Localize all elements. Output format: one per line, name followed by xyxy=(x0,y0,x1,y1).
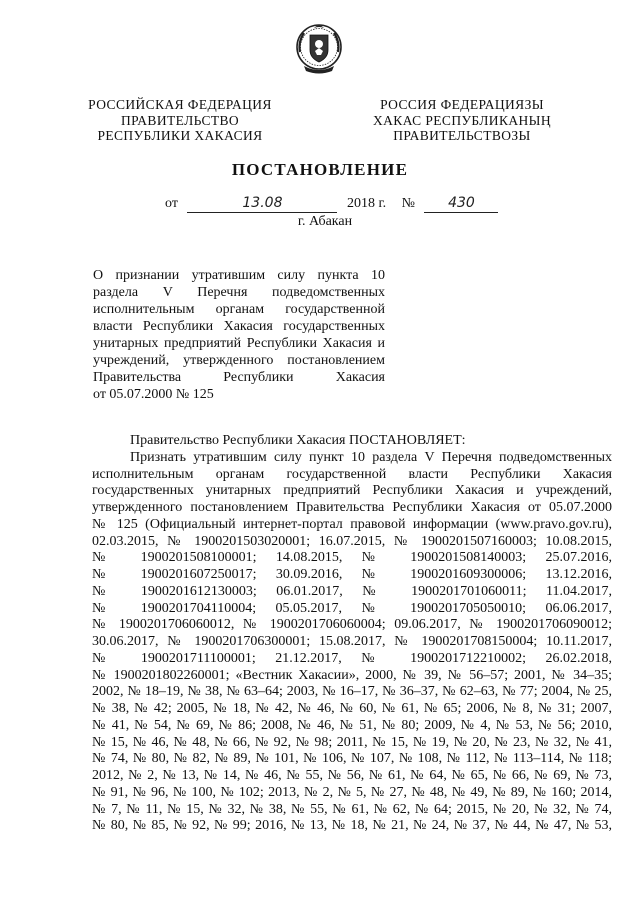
header-left xyxy=(80,97,280,144)
body-line: № 74, № 80, № 82, № 89, № 101, № 106, № 107, № 108, № 112, № 113–114, № 118; xyxy=(92,751,612,767)
document-year: 2018 г. xyxy=(346,196,387,211)
subject-line: от 05.07.2000 № 125 xyxy=(93,387,214,402)
subject-line: О признании утратившим силу пункта 10 xyxy=(93,268,385,283)
body-line: № 41, № 54, № 69, № 86; 2008, № 46, № 51, № 80; 2009, № 4, № 53, № 56; 2010, xyxy=(92,717,612,733)
body-line: № 125 (Официальный интернет-портал правовой информации (www.pravo.gov.ru), xyxy=(92,516,612,532)
body-line: 30.06.2017, № 1900201706300001; 15.08.2017, № 1900201708150004; 10.11.2017, xyxy=(92,634,612,649)
body-line: 2002, № 18–19, № 38, № 63–64; 2003, № 16–17, № 36–37, № 62–63, № 77; 2004, № 25, xyxy=(92,684,612,700)
header-left-line: ПРАВИТЕЛЬСТВО xyxy=(120,112,240,128)
document-title: ПОСТАНОВЛЕНИЕ xyxy=(231,160,409,179)
document-date: 13.08 xyxy=(187,196,337,213)
subject-line: Правительства Республики Хакасия xyxy=(93,370,385,385)
number-sign: № xyxy=(401,196,415,211)
body-line: государственных унитарных предприятий Республики Хакасия и учреждений, xyxy=(92,483,612,499)
body-line: 2012, № 2, № 13, № 14, № 46, № 55, № 56, № 61, № 64, № 65, № 66, № 69, № 73, xyxy=(92,768,612,783)
body-line: № 1900201704110004; 05.05.2017, № 1900201705050010; 06.06.2017, xyxy=(92,600,612,616)
header-right xyxy=(362,97,562,144)
subject-line: унитарных предприятий Республики Хакасия и xyxy=(93,336,385,351)
body-line: № 1900201508100001; 14.08.2015, № 1900201508140003; 25.07.2016, xyxy=(92,550,612,566)
header-right-line: ПРАВИТЕЛЬСТВОЗЫ xyxy=(393,128,531,143)
body-line: № 1900201711100001; 21.12.2017, № 1900201712210002; 26.02.2018, xyxy=(92,650,612,666)
body-line: № 1900201612130003; 06.01.2017, № 1900201701060011; 11.04.2017, xyxy=(92,583,612,599)
header-left-line: РЕСПУБЛИКИ ХАКАСИЯ xyxy=(97,128,263,143)
body-line: № 80, № 85, № 92, № 99; 2016, № 13, № 18, № 21, № 24, № 37, № 44, № 47, № 53, xyxy=(92,818,612,834)
document-subject xyxy=(93,267,385,403)
document-number: 430 xyxy=(424,196,498,213)
body-line: № 38, № 42; 2005, № 18, № 42, № 46, № 60, № 61, № 65; 2006, № 8, № 31; 2007, xyxy=(92,701,612,716)
body-line: исполнительным органам государственной власти Республики Хакасия xyxy=(92,466,612,482)
subject-line: власти Республики Хакасия государственных xyxy=(93,319,385,334)
document-body xyxy=(92,433,612,835)
body-line: утвержденного постановлением Правительства Республики Хакасия от 05.07.2000 xyxy=(92,500,612,515)
body-line: Признать утратившим силу пункт 10 раздела V Перечня подведомственных xyxy=(130,449,612,465)
body-line: № 1900201706060012, № 1900201706060004; 09.06.2017, № 1900201706090012; xyxy=(92,617,612,633)
date-number-row xyxy=(165,196,498,213)
body-line: № 7, № 11, № 15, № 32, № 38, № 55, № 61, № 62, № 64; 2015, № 20, № 32, № 74, xyxy=(92,801,612,817)
body-line: 02.03.2015, № 1900201503020001; 16.07.2015, № 1900201507160003; 10.08.2015, xyxy=(92,533,612,549)
city: г. Абакан xyxy=(297,214,353,229)
date-prefix: от xyxy=(165,196,178,211)
body-line: № 1900201607250017; 30.09.2016, № 1900201609300006; 13.12.2016, xyxy=(92,567,612,582)
header-right-line: ХАКАС РЕСПУБЛИКАНЫҢ xyxy=(373,112,551,128)
body-line: № 15, № 46, № 48, № 66, № 92, № 98; 2011, № 15, № 19, № 20, № 23, № 32, № 41, xyxy=(92,734,612,750)
header-right-line: РОССИЯ ФЕДЕРАЦИЯЗЫ xyxy=(380,97,544,112)
resolves-line: Правительство Республики Хакасия ПОСТАНОВЛЯЕТ: xyxy=(130,433,466,448)
header-left-line: РОССИЙСКАЯ ФЕДЕРАЦИЯ xyxy=(88,97,272,112)
subject-line: раздела V Перечня подведомственных xyxy=(93,285,385,300)
body-line: № 1900201802260001; «Вестник Хакасии», 2000, № 39, № 56–57; 2001, № 34–35; xyxy=(92,667,612,683)
coat-of-arms-emblem-icon xyxy=(294,22,344,76)
body-line: № 91, № 96, № 100, № 102; 2013, № 2, № 5, № 27, № 48, № 49, № 89, № 160; 2014, xyxy=(92,784,612,800)
subject-line: исполнительным органам государственной xyxy=(93,302,385,317)
subject-line: учреждений, утвержденного постановлением xyxy=(93,353,385,368)
